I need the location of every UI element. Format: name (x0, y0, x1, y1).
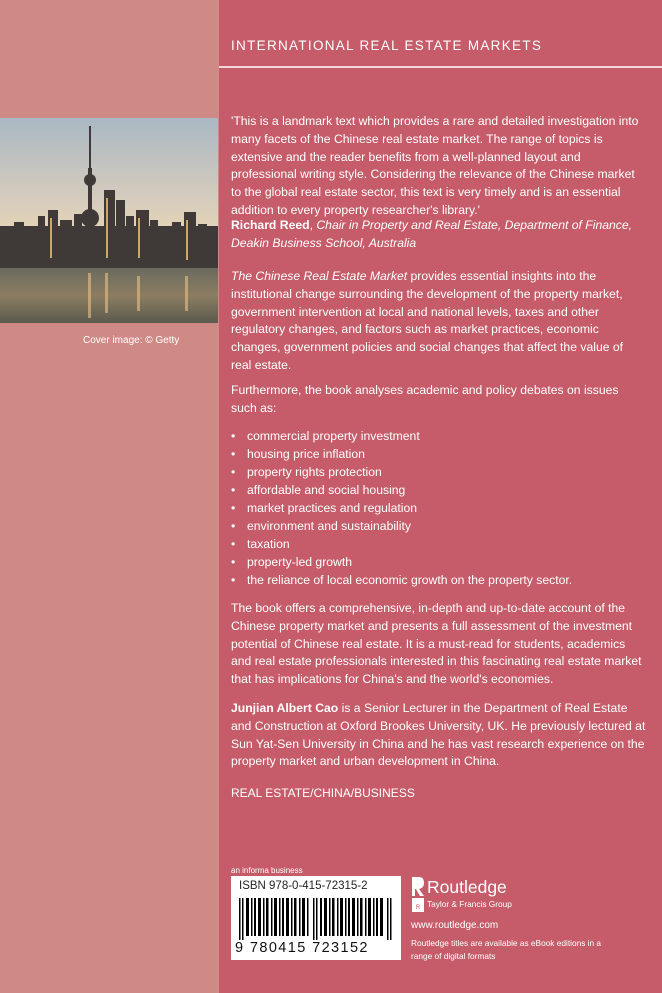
reviewer: Richard Reed, Chair in Property and Real Estate, Department of Finance, Deakin Business School, Australia (231, 218, 633, 250)
review-quote: 'This is a landmark text which provides a rare and detailed investigation into many facets of the Chinese real estate market. The range of topics is extensive and the reader benefits from a well-planned layout and professional writing style. Considering the relevance of the Chinese market to the global real estate sector, this text is very timely and is an essential addition to every property researcher's library.' (231, 114, 639, 217)
routledge-logo-icon (411, 876, 425, 914)
publisher-name: Routledge (427, 877, 507, 897)
author-bio-text: is a Senior Lecturer in the Department of Real Estate and Construction at Oxford Brookes University, UK. He previously lectured at Sun Yat-Sen University in China and he has vast research experience on the property market and urban development in China. (231, 701, 646, 769)
reviewer-affiliation: Chair in Property and Real Estate, Department of Finance, Deakin Business School, Australia (231, 218, 633, 250)
summary-paragraph: The book offers a comprehensive, in-depth and up-to-date account of the Chinese property market and presents a full assessment of the investment potential of Chinese real estate. It is a must-read for students, academics and real estate professionals interested in this fascinating real estate market that has implications for China's and the world's economies. (231, 601, 642, 687)
isbn: ISBN 978-0-415-72315-2 (239, 880, 368, 892)
debates-intro: Furthermore, the book analyses academic and policy debates on issues such as: (231, 383, 619, 415)
cover-credit: Cover image: © Getty (83, 335, 180, 346)
book-title: The Chinese Real Estate Market (231, 269, 408, 283)
reviewer-name: Richard Reed (231, 218, 310, 232)
publisher-group: Taylor & Francis Group (427, 899, 512, 909)
topics-list (231, 427, 641, 589)
skyline-photo (0, 118, 218, 323)
list-item: • the reliance of local economic growth on the property sector. (231, 571, 641, 589)
barcode-number: 9 780415 723152 (235, 940, 369, 956)
list-item: • taxation (231, 535, 641, 553)
list-item: • market practices and regulation (231, 499, 641, 517)
list-item: • property-led growth (231, 553, 641, 571)
list-item: • environment and sustainability (231, 517, 641, 535)
description-paragraph (231, 268, 646, 375)
author-bio (231, 700, 646, 771)
list-item: • property rights protection (231, 463, 641, 481)
barcode-icon (239, 898, 393, 940)
subject-category: REAL ESTATE/CHINA/BUSINESS (231, 786, 415, 800)
ebook-note: Routledge titles are available as eBook editions in a range of digital formats (411, 938, 602, 961)
description-text: provides essential insights into the institutional change surrounding the development of the property market, government intervention at local and national levels, taxes and other regulatory changes, and factors such as market practices, economic changes, government policies and social changes that affect the value of real estate. (231, 269, 624, 372)
list-item: • housing price inflation (231, 445, 641, 463)
header-divider (219, 66, 662, 68)
informa-tagline: an informa business (231, 866, 303, 875)
list-item: • commercial property investment (231, 427, 641, 445)
author-name: Junjian Albert Cao (231, 701, 339, 715)
series-title: INTERNATIONAL REAL ESTATE MARKETS (231, 38, 543, 53)
publisher-url[interactable]: www.routledge.com (411, 920, 499, 931)
svg-text:R: R (415, 905, 421, 911)
list-item: • affordable and social housing (231, 481, 641, 499)
barcode-box (231, 876, 401, 960)
